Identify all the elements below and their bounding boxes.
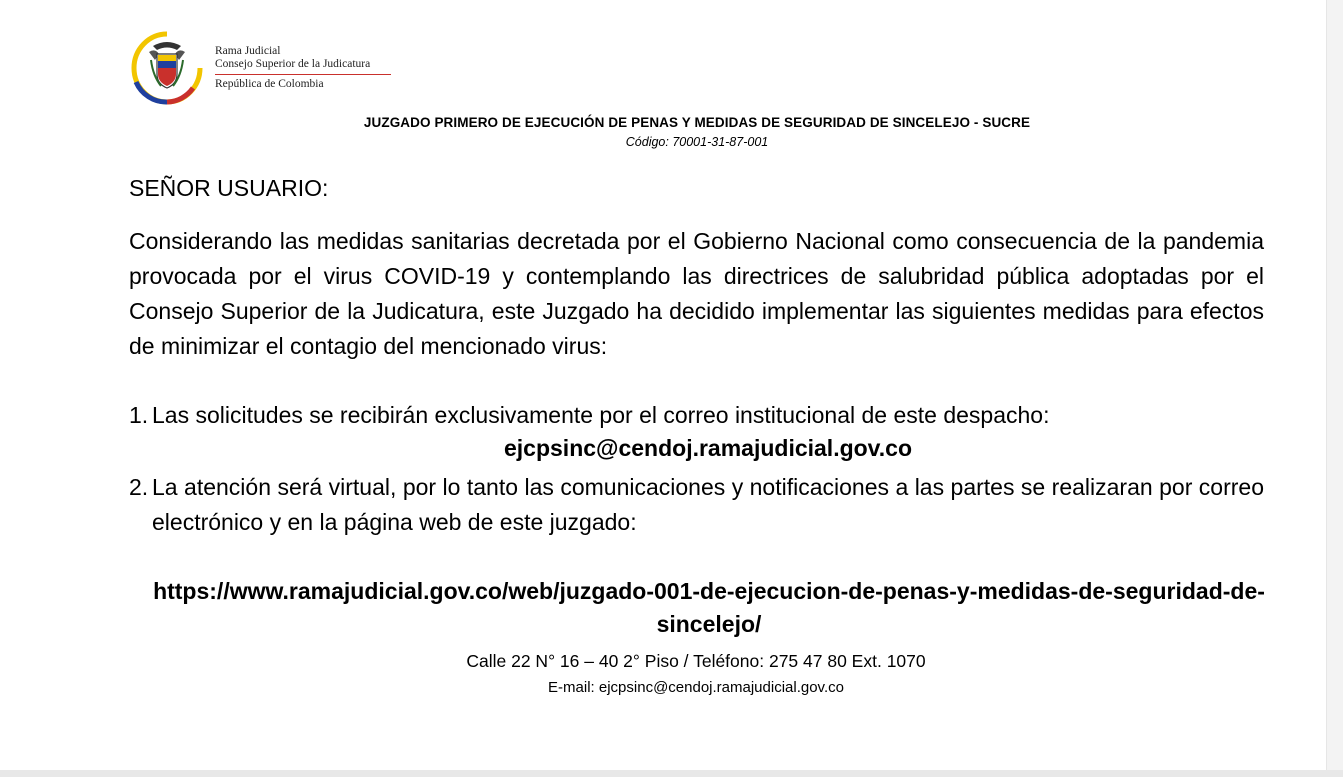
list-item-text: La atención será virtual, por lo tanto las comunicaciones y notificaciones a las partes se realizaran por correo electrónico y en la página web de este juzgado: bbox=[152, 474, 1264, 535]
logo-line-consejo: Consejo Superior de la Judicatura bbox=[215, 58, 371, 70]
logo-line-republica: República de Colombia bbox=[215, 78, 324, 90]
court-name-heading: JUZGADO PRIMERO DE EJECUCIÓN DE PENAS Y MEDIDAS DE SEGURIDAD DE SINCELEJO - SUCRE bbox=[363, 115, 1031, 130]
page-edge-bottom bbox=[0, 770, 1343, 777]
greeting: SEÑOR USUARIO: bbox=[129, 175, 329, 201]
court-website-link[interactable]: https://www.ramajudicial.gov.co/web/juzgado-001-de-ejecucion-de-penas-y-medidas-de-seguridad-de-sincelejo/ bbox=[153, 578, 1265, 637]
footer-address: Calle 22 N° 16 – 40 2° Piso / Teléfono: 275 47 80 Ext. 1070 bbox=[466, 651, 926, 671]
institutional-email-link[interactable]: ejcpsinc@cendoj.ramajudicial.gov.co bbox=[503, 435, 912, 461]
list-item-text: Las solicitudes se recibirán exclusivamente por el correo institucional de este despacho: bbox=[152, 402, 1050, 428]
logo-line-rama: Rama Judicial bbox=[215, 45, 281, 57]
coat-of-arms-logo-icon bbox=[131, 30, 203, 106]
logo-divider bbox=[215, 74, 391, 75]
list-item-number: 1. bbox=[129, 402, 149, 428]
intro-paragraph: Considerando las medidas sanitarias decretada por el Gobierno Nacional como consecuencia de la pandemia provocada por el virus COVID-19 y contemplando las directrices de salubridad pública adoptadas por el Consejo Superior de la Judicatura, este Juzgado ha decidido implementar las siguientes medidas para efectos de minimizar el contagio del mencionado virus: bbox=[129, 228, 1264, 359]
institution-logo-text bbox=[215, 45, 391, 91]
list-item-number: 2. bbox=[129, 474, 149, 500]
list-item bbox=[129, 470, 1264, 540]
footer-email: E-mail: ejcpsinc@cendoj.ramajudicial.gov.co bbox=[548, 679, 844, 696]
court-code: Código: 70001-31-87-001 bbox=[625, 135, 769, 149]
